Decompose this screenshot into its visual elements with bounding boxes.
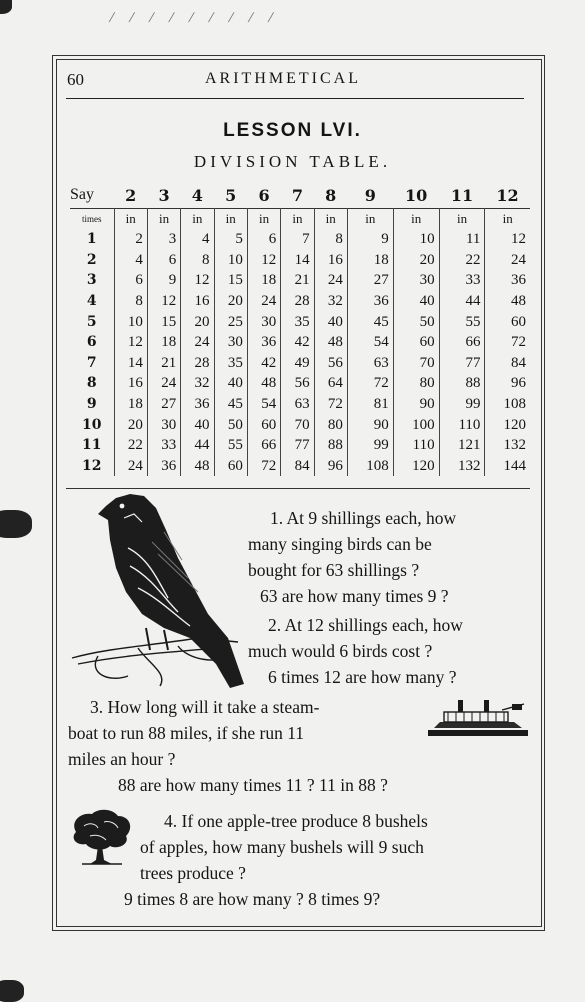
table-cell: 44 — [439, 291, 485, 312]
in-label: in — [114, 209, 147, 230]
problem-3 — [68, 694, 388, 798]
table-cell: 40 — [214, 373, 247, 394]
table-cell: 60 — [393, 332, 439, 353]
table-cell: 50 — [393, 311, 439, 332]
table-cell: 48 — [247, 373, 280, 394]
table-cell: 55 — [439, 311, 485, 332]
in-label: in — [214, 209, 247, 230]
divisor-header: 10 — [405, 185, 428, 205]
table-cell: 24 — [114, 456, 147, 477]
table-cell: 144 — [503, 457, 526, 474]
bird-illustration — [68, 488, 248, 694]
problem-text: bought for 63 shillings ? — [248, 560, 420, 580]
table-cell: 84 — [511, 354, 526, 371]
table-cell: 99 — [439, 394, 485, 415]
row-multiplier: 6 — [70, 332, 114, 353]
table-cell: 66 — [439, 332, 485, 353]
table-cell: 18 — [114, 394, 147, 415]
table-cell: 8 — [114, 291, 147, 312]
table-cell: 27 — [147, 394, 180, 415]
running-head: ARITHMETICAL — [205, 70, 361, 87]
table-cell: 20 — [181, 311, 214, 332]
divisor-header: 3 — [158, 185, 170, 205]
table-cell: 40 — [314, 311, 347, 332]
table-cell: 30 — [147, 414, 180, 435]
page-number: 60 — [67, 70, 84, 89]
table-cell: 121 — [439, 435, 485, 456]
table-cell: 28 — [181, 353, 214, 374]
table-cell: 72 — [314, 394, 347, 415]
problem-question: 88 are how many times 11 ? 11 in 88 ? — [118, 775, 388, 795]
problem-text: miles an hour ? — [68, 749, 176, 769]
table-cell: 30 — [214, 332, 247, 353]
table-title: DIVISION TABLE. — [193, 152, 392, 171]
tree-illustration — [68, 808, 134, 866]
table-cell: 48 — [314, 332, 347, 353]
in-label: in — [393, 209, 439, 230]
table-cell: 11 — [439, 229, 485, 250]
table-cell: 36 — [511, 272, 526, 289]
row-multiplier: 1 — [70, 229, 114, 250]
problem-question: 6 times 12 are how many ? — [268, 667, 457, 687]
table-cell: 84 — [281, 456, 314, 477]
table-cell: 21 — [281, 270, 314, 291]
row-multiplier: 9 — [70, 394, 114, 415]
table-cell: 30 — [393, 270, 439, 291]
table-cell: 12 — [147, 291, 180, 312]
table-cell: 18 — [147, 332, 180, 353]
table-cell: 70 — [393, 353, 439, 374]
divisor-header-row — [70, 182, 530, 209]
table-row — [70, 394, 530, 415]
table-row — [70, 414, 530, 435]
table-cell: 80 — [314, 414, 347, 435]
table-cell: 60 — [247, 414, 280, 435]
table-cell: 4 — [181, 229, 214, 250]
table-cell: 56 — [281, 373, 314, 394]
divisor-header: 12 — [496, 185, 519, 205]
table-cell: 48 — [181, 456, 214, 477]
table-cell: 72 — [347, 373, 393, 394]
table-cell: 32 — [314, 291, 347, 312]
table-cell: 96 — [511, 375, 526, 392]
problem-text: 4. If one apple-tree produce 8 bushels — [164, 811, 428, 831]
divisor-header: 6 — [258, 185, 270, 205]
table-cell: 15 — [147, 311, 180, 332]
table-cell: 99 — [347, 435, 393, 456]
table-cell: 14 — [281, 250, 314, 271]
table-cell: 72 — [511, 334, 526, 351]
ink-blot — [0, 510, 32, 538]
table-cell: 8 — [314, 229, 347, 250]
table-cell: 9 — [347, 229, 393, 250]
table-cell: 110 — [439, 414, 485, 435]
table-cell: 77 — [439, 353, 485, 374]
in-label-row — [70, 209, 530, 230]
table-cell: 132 — [439, 456, 485, 477]
table-cell: 54 — [247, 394, 280, 415]
table-cell: 77 — [281, 435, 314, 456]
table-cell: 132 — [503, 437, 526, 454]
table-cell: 33 — [147, 435, 180, 456]
table-cell: 49 — [281, 353, 314, 374]
table-cell: 4 — [114, 250, 147, 271]
table-cell: 16 — [181, 291, 214, 312]
table-cell: 45 — [347, 311, 393, 332]
table-cell: 10 — [393, 229, 439, 250]
in-label: in — [281, 209, 314, 230]
table-cell: 27 — [347, 270, 393, 291]
problem-text: much would 6 birds cost ? — [248, 641, 433, 661]
table-cell: 18 — [247, 270, 280, 291]
table-cell: 36 — [247, 332, 280, 353]
table-row — [70, 373, 530, 394]
table-row — [70, 435, 530, 456]
table-cell: 81 — [347, 394, 393, 415]
table-cell: 42 — [281, 332, 314, 353]
row-multiplier: 11 — [70, 435, 114, 456]
table-cell: 50 — [214, 414, 247, 435]
in-label: in — [347, 209, 393, 230]
problem-text: 2. At 12 shillings each, how — [268, 615, 463, 635]
divisor-header: 5 — [225, 185, 237, 205]
table-cell: 16 — [114, 373, 147, 394]
divisor-header: 7 — [291, 185, 303, 205]
in-label: in — [181, 209, 214, 230]
table-cell: 20 — [393, 250, 439, 271]
table-cell: 60 — [511, 313, 526, 330]
row-multiplier: 5 — [70, 311, 114, 332]
table-cell: 24 — [147, 373, 180, 394]
table-cell: 3 — [147, 229, 180, 250]
table-cell: 110 — [393, 435, 439, 456]
table-cell: 120 — [503, 416, 526, 433]
table-cell: 22 — [114, 435, 147, 456]
table-row — [70, 353, 530, 374]
table-cell: 70 — [281, 414, 314, 435]
table-cell: 24 — [247, 291, 280, 312]
table-cell: 12 — [511, 231, 526, 248]
problem-text: trees produce ? — [140, 863, 246, 883]
table-cell: 21 — [147, 353, 180, 374]
problem-text: boat to run 88 miles, if she run 11 — [68, 723, 305, 743]
table-cell: 54 — [347, 332, 393, 353]
header-rule — [66, 98, 524, 99]
problem-text: of apples, how many bushels will 9 such — [140, 837, 424, 857]
row-multiplier: 8 — [70, 373, 114, 394]
table-cell: 10 — [214, 250, 247, 271]
table-cell: 60 — [214, 456, 247, 477]
table-cell: 16 — [314, 250, 347, 271]
table-row — [70, 291, 530, 312]
row-multiplier: 3 — [70, 270, 114, 291]
table-cell: 55 — [214, 435, 247, 456]
steamboat-illustration — [428, 696, 530, 740]
in-label: in — [247, 209, 280, 230]
table-cell: 8 — [181, 250, 214, 271]
table-row — [70, 332, 530, 353]
margin-ticks: / / / / / / / / / — [108, 10, 281, 24]
in-label: in — [147, 209, 180, 230]
table-row — [70, 229, 530, 250]
table-cell: 5 — [214, 229, 247, 250]
table-cell: 24 — [181, 332, 214, 353]
problem-text: many singing birds can be — [248, 534, 432, 554]
table-cell: 18 — [347, 250, 393, 271]
table-cell: 63 — [281, 394, 314, 415]
in-label: in — [502, 211, 513, 226]
table-cell: 15 — [214, 270, 247, 291]
problem-1 — [248, 505, 457, 609]
table-cell: 90 — [393, 394, 439, 415]
table-cell: 20 — [214, 291, 247, 312]
division-table — [70, 182, 530, 476]
table-cell: 22 — [439, 250, 485, 271]
table-cell: 2 — [114, 229, 147, 250]
table-cell: 88 — [439, 373, 485, 394]
table-cell: 88 — [314, 435, 347, 456]
table-cell: 108 — [503, 396, 526, 413]
table-cell: 6 — [147, 250, 180, 271]
table-cell: 9 — [147, 270, 180, 291]
table-row — [70, 456, 530, 477]
table-cell: 90 — [347, 414, 393, 435]
table-cell: 96 — [314, 456, 347, 477]
table-cell: 6 — [114, 270, 147, 291]
table-cell: 12 — [247, 250, 280, 271]
problem-question: 63 are how many times 9 ? — [260, 586, 449, 606]
divisor-header: 8 — [325, 185, 337, 205]
table-cell: 33 — [439, 270, 485, 291]
row-multiplier: 2 — [70, 250, 114, 271]
table-cell: 20 — [114, 414, 147, 435]
row-multiplier: 12 — [70, 456, 114, 477]
in-label: in — [439, 209, 485, 230]
ink-blot — [0, 980, 24, 1002]
table-cell: 45 — [214, 394, 247, 415]
table-cell: 56 — [314, 353, 347, 374]
table-cell: 100 — [393, 414, 439, 435]
table-cell: 35 — [281, 311, 314, 332]
row-multiplier: 10 — [70, 414, 114, 435]
table-cell: 64 — [314, 373, 347, 394]
divisor-header: 11 — [450, 185, 474, 205]
table-cell: 28 — [281, 291, 314, 312]
table-cell: 36 — [147, 456, 180, 477]
divisor-header: 2 — [125, 185, 137, 205]
table-cell: 42 — [247, 353, 280, 374]
table-cell: 12 — [114, 332, 147, 353]
table-cell: 10 — [114, 311, 147, 332]
table-cell: 40 — [393, 291, 439, 312]
table-cell: 24 — [314, 270, 347, 291]
table-cell: 44 — [181, 435, 214, 456]
row-multiplier: 7 — [70, 353, 114, 374]
table-row — [70, 250, 530, 271]
table-cell: 25 — [214, 311, 247, 332]
table-cell: 14 — [114, 353, 147, 374]
table-cell: 35 — [214, 353, 247, 374]
table-cell: 120 — [393, 456, 439, 477]
in-label: in — [314, 209, 347, 230]
lesson-title: LESSON LVI. — [223, 120, 362, 141]
times-label: times — [70, 209, 114, 230]
table-cell: 36 — [347, 291, 393, 312]
table-cell: 63 — [347, 353, 393, 374]
say-label: Say — [70, 186, 94, 203]
problem-2 — [248, 612, 463, 690]
row-multiplier: 4 — [70, 291, 114, 312]
table-cell: 72 — [247, 456, 280, 477]
table-cell: 30 — [247, 311, 280, 332]
problem-text: 1. At 9 shillings each, how — [270, 508, 457, 528]
table-cell: 80 — [393, 373, 439, 394]
table-cell: 12 — [181, 270, 214, 291]
table-cell: 36 — [181, 394, 214, 415]
table-row — [70, 311, 530, 332]
problem-4 — [124, 808, 428, 912]
table-cell: 6 — [247, 229, 280, 250]
table-cell: 66 — [247, 435, 280, 456]
problem-question: 9 times 8 are how many ? 8 times 9? — [124, 889, 381, 909]
table-cell: 48 — [511, 293, 526, 310]
table-cell: 24 — [511, 251, 526, 268]
divisor-header: 9 — [364, 185, 376, 205]
table-cell: 7 — [281, 229, 314, 250]
divisor-header: 4 — [191, 185, 203, 205]
ink-blot — [0, 0, 12, 14]
problem-text: 3. How long will it take a steam- — [90, 697, 320, 717]
table-cell: 40 — [181, 414, 214, 435]
table-cell: 32 — [181, 373, 214, 394]
table-cell: 108 — [347, 456, 393, 477]
table-row — [70, 270, 530, 291]
